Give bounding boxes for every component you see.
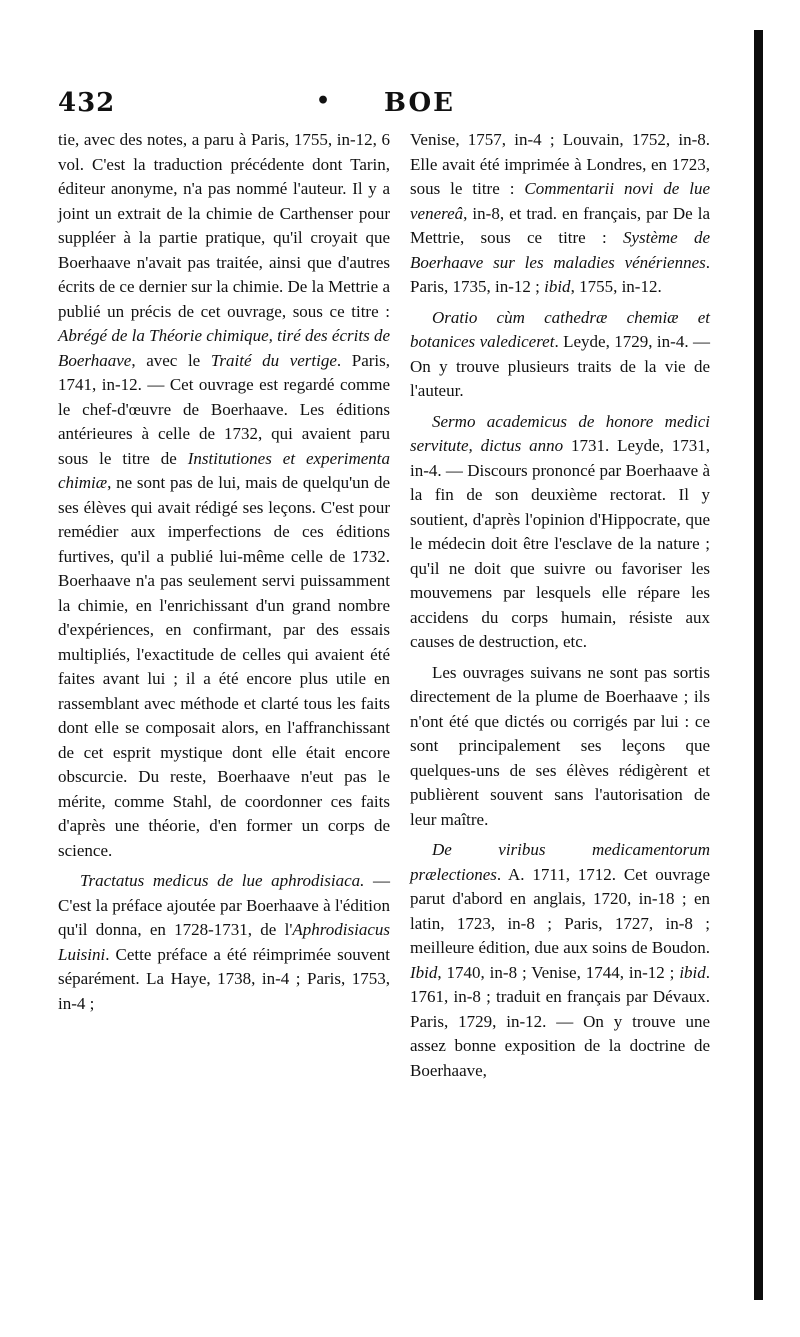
- page-number: 432: [58, 88, 116, 118]
- paragraph-venise: Venise, 1757, in-4 ; Louvain, 1752, in-8. Elle avait été imprimée à Londres, en 1723, sous le titre : Commentarii novi de lue venereâ, in-8, et trad. en français, par De la Mettrie, sous ce titre : Système de Boerhaave sur les maladies vénériennes. Paris, 1735, in-12 ; ibid, 1755, in-12.: [410, 130, 710, 296]
- paragraph-de-viribus: De viribus medicamentorum prælectiones. A. 1711, 1712. Cet ouvrage parut d'abord en anglais, 1720, in-18 ; en latin, 1723, in-8 ; Paris, 1727, in-8 ; meilleure édition, due aux soins de Boudon. Ibid, 1740, in-8 ; Venise, 1744, in-12 ; ibid. 1761, in-8 ; traduit en français par Dévaux. Paris, 1729, in-12. — On y trouve une assez bonne exposition de la doctrine de Boerhaave,: [410, 840, 711, 1080]
- paragraph-oratio: Oratio cùm cathedræ chemiæ et botanices valediceret. Leyde, 1729, in-4. — On y trouve plusieurs traits de la vie de l'auteur.: [410, 307, 710, 400]
- paragraph-ouvrages: Les ouvrages suivans ne sont pas sortis directement de la plume de Boerhaave ; ils n'ont été que dictés ou corrigés par lui : ce sont principalement ses leçons que quelques-uns de ses élèves rédigèrent et publièrent souvent sans l'autorisation de leur maître.: [410, 662, 710, 829]
- right-column: [410, 128, 710, 1089]
- paragraph-lue-aphrodisiaca: Tractatus medicus de lue aphrodisiaca. — C'est la préface ajoutée par Boerhaave à l'édition qu'il donna, en 1728-1731, de l'Aphrodisiacus Luisini. Cette préface a été réimprimée souvent séparément. La Haye, 1738, in-4 ; Paris, 1753, in-4 ;: [58, 871, 390, 1013]
- paragraph-sermo: Sermo academicus de honore medici servitute, dictus anno 1731. Leyde, 1731, in-4. — Discours prononcé par Boerhaave à la fin de son deuxième rectorat. Il y soutient, d'après l'opinion d'Hippocrate, que le médecin doit être l'esclave de la nature ; qu'il ne doit que suivre ou favoriser les mouvemens par lesquels elle répare les accidens du corps humain, résiste aux causes de destruction, etc.: [410, 411, 710, 651]
- running-head: BOE: [384, 88, 455, 118]
- running-header: [58, 88, 738, 128]
- header-dot: •: [316, 88, 331, 114]
- left-column: [58, 128, 390, 1022]
- scan-edge-rule: [754, 30, 763, 1300]
- paragraph-chimie: tie, avec des notes, a paru à Paris, 1755, in-12, 6 vol. C'est la traduction précédente dont Tarin, éditeur anonyme, n'a pas nommé l'auteur. Il y a joint un extrait de la chimie de Carthenser pour suppléer à la partie pratique, qu'il croyait que Boerhaave n'avait pas traitée, ainsi que d'autres écrits de ce dernier sur la chimie. De la Mettrie a publié un précis de cet ouvrage, sous ce titre : Abrégé de la Théorie chimique, tiré des écrits de Boerhaave, avec le Traité du vertige. Paris, 1741, in-12. — Cet ouvrage est regardé comme le chef-d'œuvre de Boerhaave. Les éditions antérieures à celle de 1732, qui avaient paru sous le titre de Institutiones et experimenta chimiæ, ne sont pas de lui, mais de quelqu'un de ses élèves qui avait rédigé ses leçons. C'est pour remédier aux imperfections de ces éditions furtives, qu'il a publié lui-même celle de 1732. Boerhaave n'a pas seulement servi puissamment la chimie, en l'enrichissant d'un grand nombre d'expériences, en confirmant, par des essais multipliés, l'exactitude de celles qui avaient été faites avant lui ; il a été encore plus utile en rassemblant avec méthode et clarté tous les faits dont elle se composait alors, en l'affranchissant de cet esprit mystique dont elle était encore obscurcie. Du reste, Boerhaave n'eut pas le mérite, comme Stahl, de coordonner ces faits d'après une théorie, d'en former un corps de science.: [58, 130, 391, 860]
